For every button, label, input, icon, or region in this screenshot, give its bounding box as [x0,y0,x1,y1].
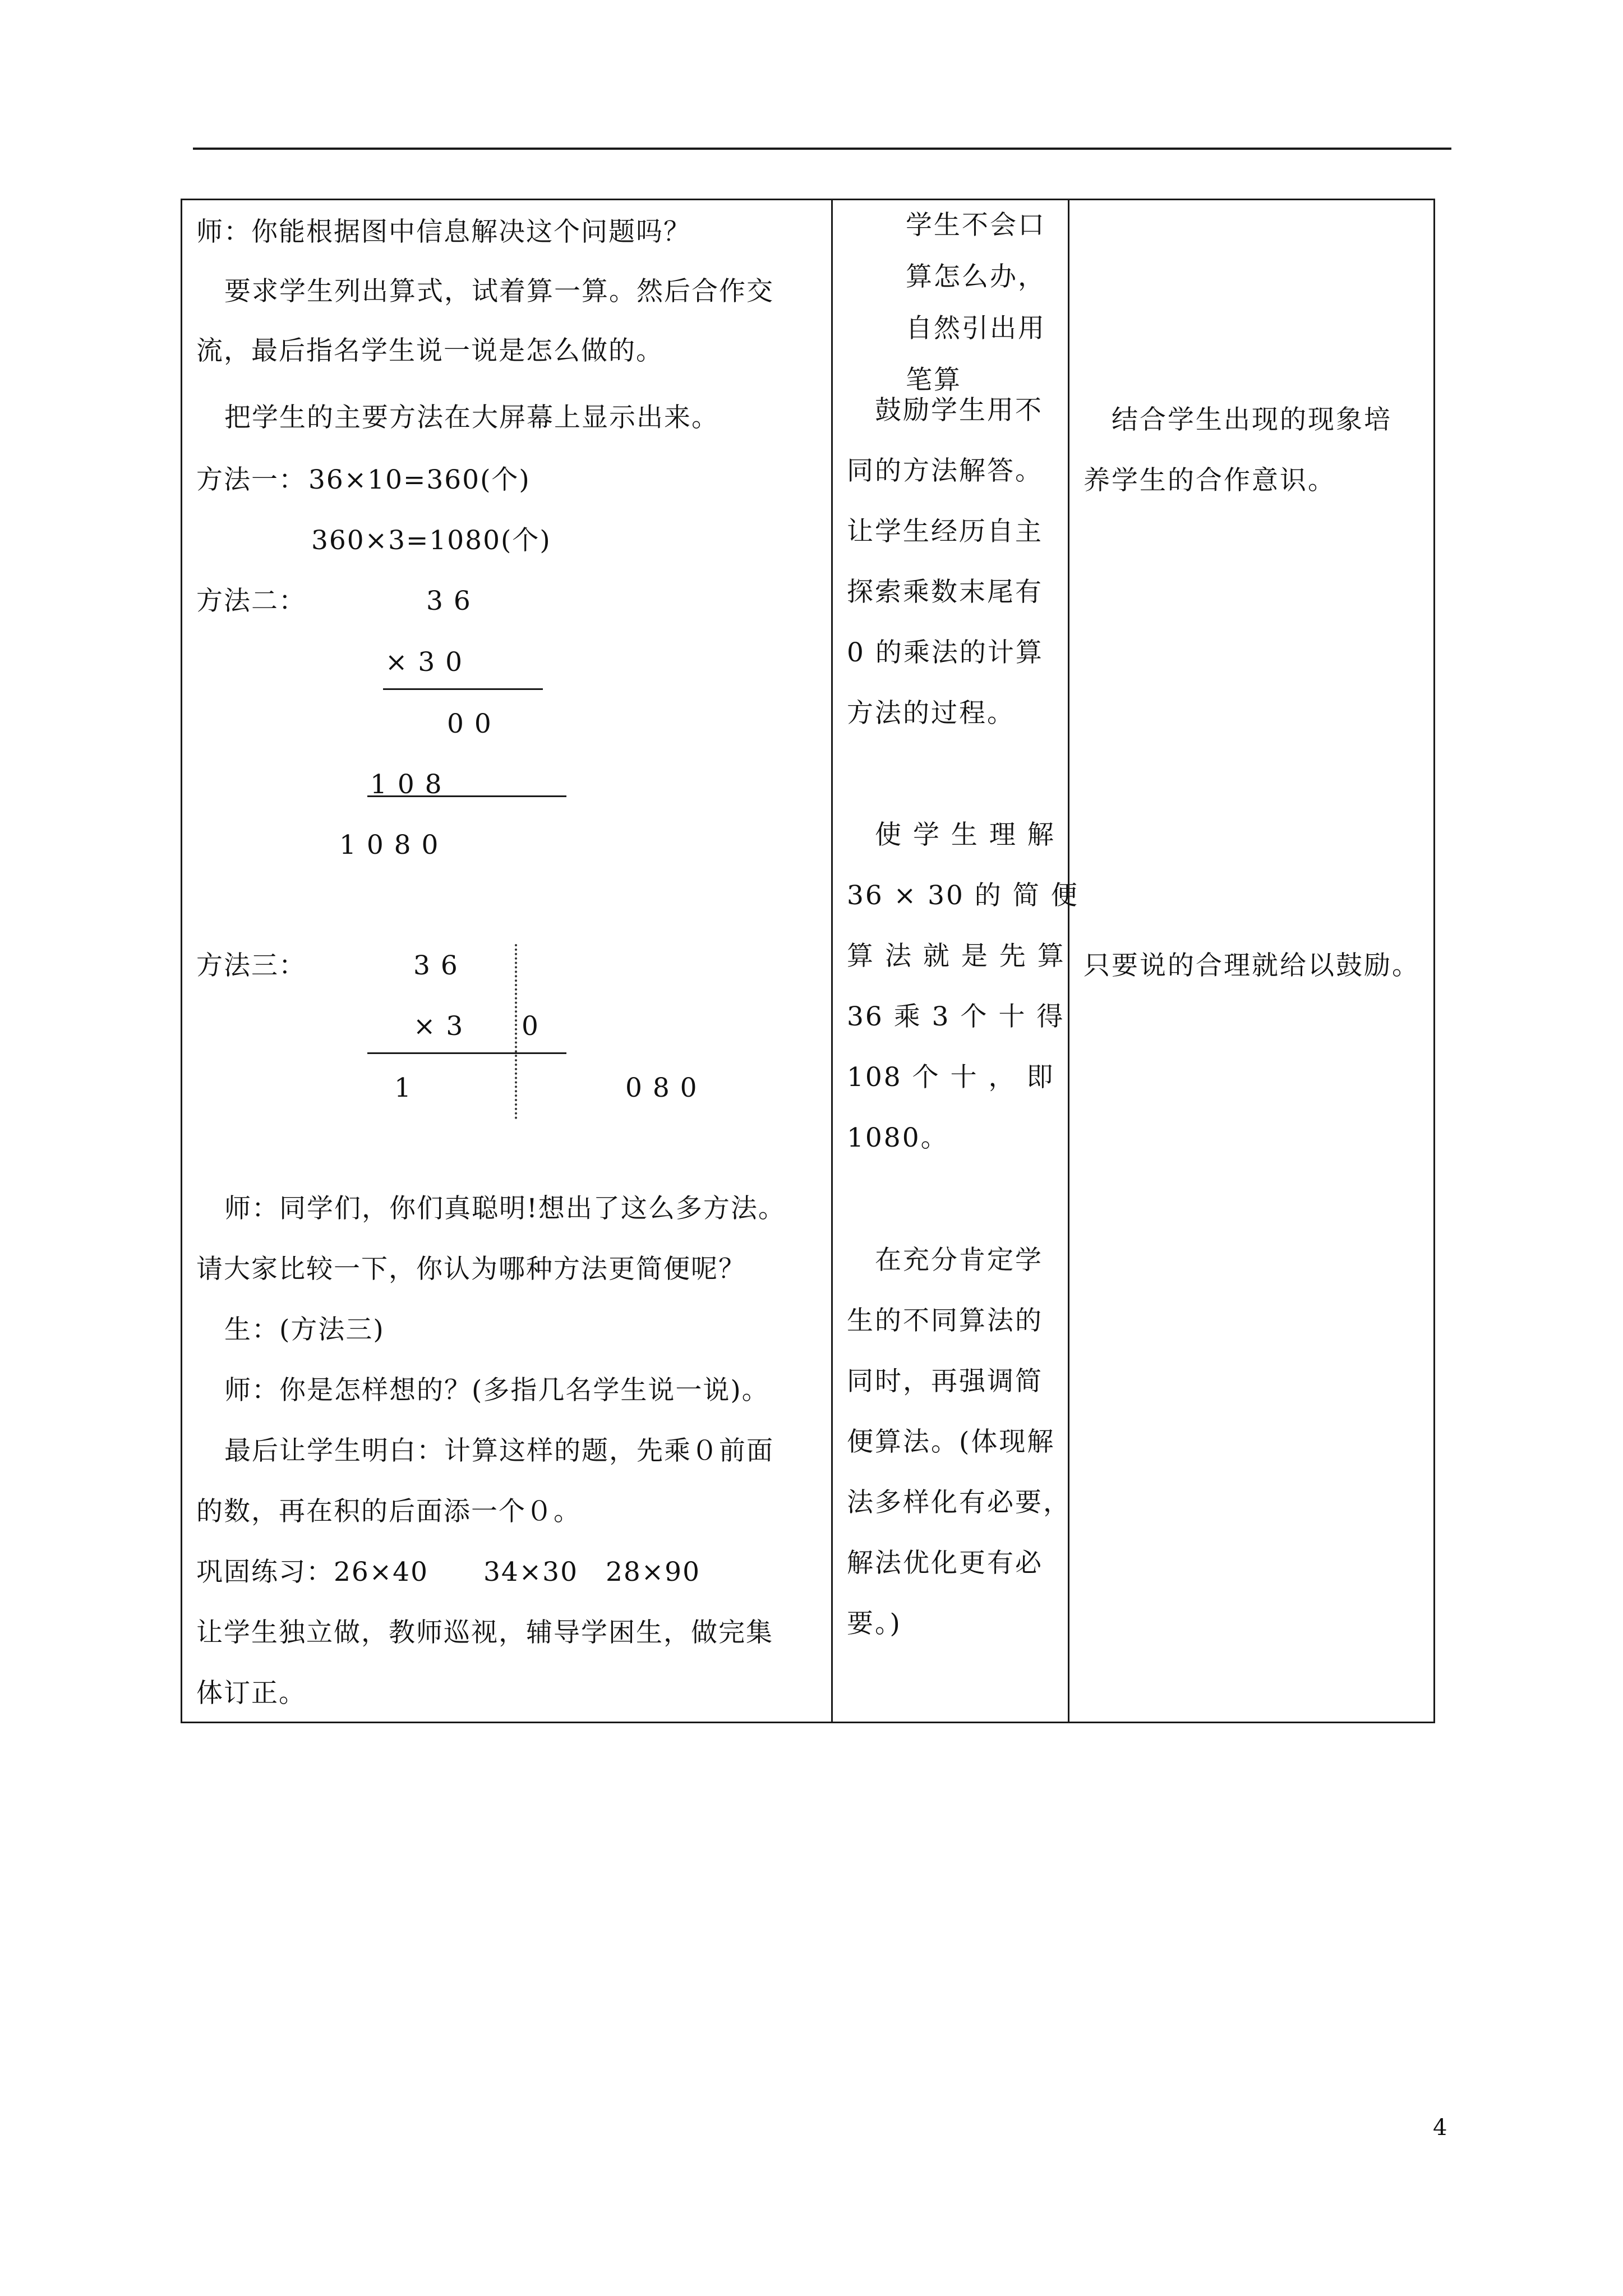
text-line: 体订正。 [196,1678,306,1709]
note-line: 笔算 [906,365,962,395]
note-line: 探索乘数末尾有 [847,577,1043,608]
method-two-label: 方法二： [196,586,306,616]
note-line: 使 学 生 理 解 [875,820,1055,850]
text-line: 最后让学生明白：计算这样的题，先乘０前面 [224,1435,774,1466]
method-three-label: 方法三： [196,950,306,981]
vertical-calc-row: × 3 [413,1011,464,1042]
header-rule [193,148,1451,150]
text-line: 流，最后指名学生说一说是怎么做的。 [196,335,663,366]
text-line: 师：你能根据图中信息解决这个问题吗？ [196,217,691,247]
exercise-line: 巩固练习：26×40 34×30 28×90 [196,1557,700,1588]
note-line: 让学生经历自主 [847,516,1043,547]
text-line: 的数，再在积的后面添一个０。 [196,1496,581,1527]
text-line: 让学生独立做，教师巡视，辅导学困生，做完集 [196,1617,773,1648]
method-one-equation: 360×3=1080(个) [311,525,551,556]
vertical-calc-row: 0 8 0 [625,1073,698,1103]
dotted-divider [515,944,517,1119]
note-line: 算怎么办， [906,261,1046,292]
design-note [847,380,1044,744]
text-line: 师：你是怎样想的？(多指几名学生说一说)。 [224,1375,769,1406]
note-line: 0 的乘法的计算 [847,637,1044,668]
method-one-label: 方法一： [196,464,306,495]
text-line: 生：(方法三) [224,1314,385,1345]
note-line: 结合学生出现的现象培 [1112,404,1392,435]
note-line: 在充分肯定学 [875,1245,1043,1276]
vertical-calc-row: 3 6 [413,950,459,981]
calc-line [383,688,543,690]
note-line: 养学生的合作意识。 [1083,465,1336,496]
vertical-calc-row: 0 [522,1011,540,1042]
calc-line [367,795,566,797]
note-line: 同的方法解答。 [847,455,1043,486]
note-line: 法多样化有必要， [847,1487,1071,1518]
note-line: 同时，再强调简 [847,1366,1043,1397]
design-note [906,200,1046,406]
note-line: 36 乘 3 个 十 得 [847,1001,1065,1032]
vertical-calc-row: 1 0 8 0 [339,830,440,861]
note-line: 1080。 [847,1122,949,1153]
design-note [847,805,1079,1168]
note-line: 方法的过程。 [847,698,1015,729]
note-line: 鼓励学生用不 [875,395,1043,426]
text-line: 要求学生列出算式，试着算一算。然后合作交 [224,276,774,307]
note-line: 便算法。(体现解 [847,1427,1055,1457]
table-column-divider [831,199,833,1723]
vertical-calc-row: 1 [394,1073,412,1103]
note-line: 108 个 十 ， 即 [847,1062,1055,1093]
note-line: 36 × 30 的 简 便 [847,880,1079,911]
note-line: 生的不同算法的 [847,1305,1043,1336]
design-note [847,1230,1071,1654]
vertical-calc-row: 0 0 [447,708,492,739]
remark-note [1083,936,1420,996]
note-line: 只要说的合理就给以鼓励。 [1083,950,1420,981]
page-number: 4 [1433,2115,1447,2141]
vertical-calc-row: 1 0 8 [370,769,443,800]
note-line: 解法优化更有必 [847,1548,1043,1579]
calc-line [367,1052,566,1054]
note-line: 算 法 就 是 先 算 [847,941,1066,972]
note-line: 要。) [847,1608,902,1639]
note-line: 学生不会口 [906,210,1046,241]
text-line: 请大家比较一下，你认为哪种方法更简便呢？ [196,1254,746,1285]
remark-note [1083,390,1392,511]
text-line: 师：同学们，你们真聪明!想出了这么多方法。 [224,1193,786,1224]
text-line: 把学生的主要方法在大屏幕上显示出来。 [224,402,719,433]
vertical-calc-row: 3 6 [426,586,472,616]
method-one-equation: 36×10=360(个) [308,464,531,495]
note-line: 自然引出用 [906,313,1046,344]
vertical-calc-row: × 3 0 [385,647,464,678]
